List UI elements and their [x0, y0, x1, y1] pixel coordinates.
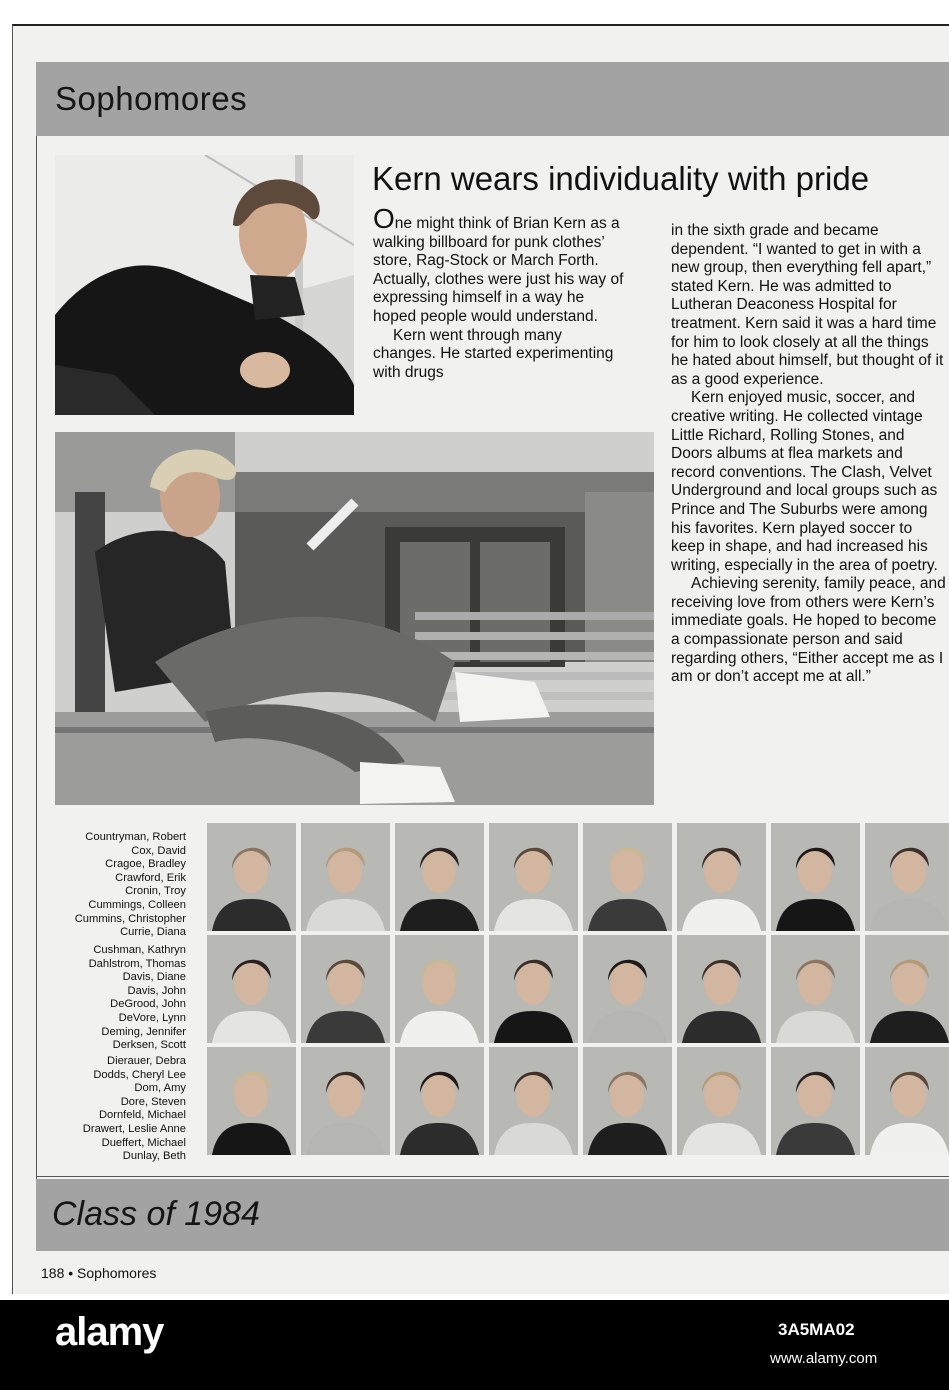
student-portrait	[677, 1047, 766, 1155]
vertical-rule	[36, 136, 37, 1179]
names-list-row-1	[75, 831, 186, 940]
student-name: Cushman, Kathryn	[93, 944, 186, 956]
student-portrait	[771, 1047, 860, 1155]
image-id: 3A5MA02	[778, 1320, 855, 1339]
student-portrait	[771, 823, 860, 931]
student-name: Dodds, Cheryl Lee	[93, 1068, 186, 1081]
student-portrait	[677, 935, 766, 1043]
portrait-row	[207, 823, 949, 931]
student-portrait	[865, 1047, 949, 1155]
watermark-url: www.alamy.com	[770, 1350, 878, 1367]
student-name: DeGrood, John	[110, 998, 186, 1011]
article-paragraph: in the sixth grade and became dependent. “I wanted to get in with a new group, then everything fell apart,” stated Kern. He was admitted to Lutheran Deaconess Hospital for treatment. Kern said it was a hard time for him to look closely at all the things he hated about himself, but thought of it as a good experience.	[671, 222, 944, 388]
student-name: Dierauer, Debra	[107, 1055, 186, 1067]
student-portrait	[865, 823, 949, 931]
student-name: DeVore, Lynn	[118, 1011, 186, 1024]
section-title: Sophomores	[55, 80, 248, 117]
student-portrait	[207, 1047, 296, 1155]
student-name: Dom, Amy	[134, 1082, 186, 1095]
student-portrait	[207, 935, 296, 1043]
page-number: 188 • Sophomores	[41, 1265, 157, 1281]
portrait-row	[207, 935, 949, 1043]
student-portrait	[301, 935, 390, 1043]
student-name: Drawert, Leslie Anne	[82, 1122, 186, 1135]
student-portrait	[207, 823, 296, 931]
student-portrait	[489, 1047, 578, 1155]
student-portrait	[301, 823, 390, 931]
student-name: Dahlstrom, Thomas	[88, 957, 186, 970]
student-portrait	[395, 935, 484, 1043]
student-name: Deming, Jennifer	[101, 1025, 186, 1038]
article-paragraph: Kern enjoyed music, soccer, and creative writing. He collected vintage Little Richard, Rolling Stones, and Doors albums at flea markets and record conventions. The Clash, Velvet Underground and local groups such as Prince and The Suburbs were among his favorites. Kern played soccer to keep in shape, and had increased his writing, especially in the area of poetry.	[671, 389, 938, 574]
student-name: Dunlay, Beth	[122, 1150, 186, 1163]
student-name: Cragoe, Bradley	[105, 858, 186, 871]
student-portrait	[583, 823, 672, 931]
student-portrait	[677, 823, 766, 931]
horizontal-rule	[36, 1176, 949, 1177]
drop-cap: O	[373, 203, 395, 234]
alamy-logo: alamy	[55, 1310, 164, 1354]
student-portrait	[583, 1047, 672, 1155]
student-name: Crawford, Erik	[115, 871, 186, 884]
names-list-row-3	[83, 1055, 186, 1164]
portrait-photo-kern	[55, 155, 354, 415]
student-portrait-grid	[207, 823, 949, 1159]
student-portrait	[865, 935, 949, 1043]
student-name: Dueffert, Michael	[101, 1136, 186, 1149]
student-name: Dornfeld, Michael	[98, 1109, 186, 1122]
student-portrait	[395, 1047, 484, 1155]
student-name: Currie, Diana	[120, 926, 186, 939]
student-portrait	[395, 823, 484, 931]
article-paragraph: Achieving serenity, family peace, and receiving love from others were Kern’s immediate goals. He hoped to become a compassionate person and said regarding others, “Either accept me as I am or don’t accept me at all.”	[671, 575, 946, 686]
student-name: Dore, Steven	[120, 1095, 186, 1108]
portrait-row	[207, 1047, 949, 1155]
article-paragraph: ne might think of Brian Kern as a walking billboard for punk clothes’ store, Rag-Stock or March Forth. Actually, clothes were just his way of expressing himself in a way he hoped people would understand.	[373, 215, 624, 325]
student-portrait	[489, 823, 578, 931]
article-paragraph: Kern went through many changes. He started experimenting with drugs	[373, 326, 614, 381]
student-name: Cummings, Colleen	[88, 898, 186, 911]
student-portrait	[771, 935, 860, 1043]
article-column-2	[671, 222, 949, 687]
student-name: Cummins, Christopher	[74, 912, 186, 925]
student-name: Davis, Diane	[122, 971, 186, 984]
student-portrait	[489, 935, 578, 1043]
footer-title: Class of 1984	[52, 1195, 260, 1233]
student-name: Countryman, Robert	[85, 831, 186, 843]
student-name: Davis, John	[127, 984, 186, 997]
student-name: Cronin, Troy	[125, 885, 186, 898]
student-name: Derksen, Scott	[112, 1039, 186, 1052]
student-name: Cox, David	[131, 844, 186, 857]
article-column-1	[373, 203, 625, 382]
names-list-row-2	[89, 944, 186, 1053]
steps-photo-kern	[55, 432, 654, 805]
student-portrait	[301, 1047, 390, 1155]
student-portrait	[583, 935, 672, 1043]
article-headline: Kern wears individuality with pride	[372, 160, 870, 197]
